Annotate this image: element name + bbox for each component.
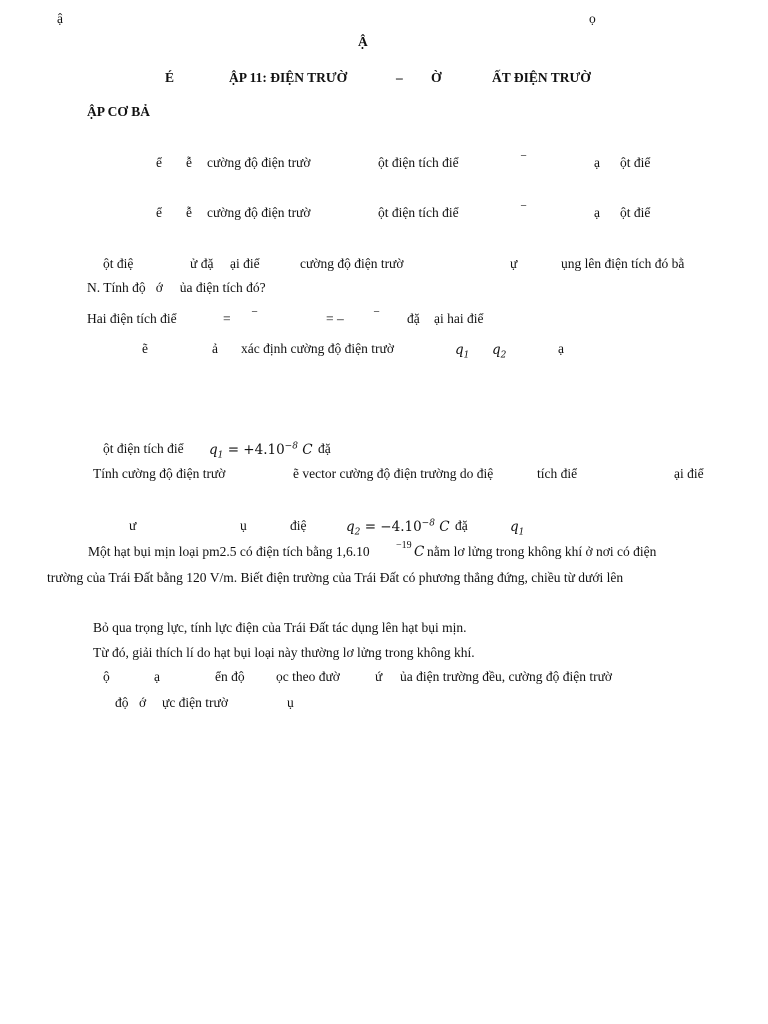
title-fragment-e: É — [165, 70, 175, 85]
text-fragment: ể — [156, 205, 162, 220]
text-fragment: ⁻ — [520, 150, 528, 165]
title-fragment-o: Ờ — [431, 70, 442, 85]
text-fragment: −8 — [284, 441, 298, 452]
text-fragment: nằm lơ lửng trong không khí ở nơi có điện — [427, 544, 657, 559]
exercise-line-13: Từ đó, giải thích lí do hạt bụi loại này thường lơ lửng trong không khí. — [93, 645, 475, 660]
text-fragment: 1 — [463, 350, 470, 361]
text-fragment: ủa điện trường đều, cường độ điện trườ — [400, 669, 613, 684]
section-heading: ẬP CƠ BẢ — [87, 104, 151, 119]
math-q2 — [492, 342, 507, 361]
text-fragment: ụ — [240, 518, 247, 533]
text-fragment: ại điể — [230, 256, 260, 271]
text-fragment: = — [223, 311, 231, 326]
text-fragment: ột điện tích điể — [378, 205, 459, 220]
text-fragment: ễ — [186, 205, 192, 220]
text-fragment: ột điể — [620, 155, 651, 170]
header-right-fragment: ọ — [589, 11, 596, 26]
text-fragment: đặ — [407, 311, 420, 326]
text-fragment: ại hai điể — [434, 311, 484, 326]
text-fragment: ạ — [154, 669, 160, 684]
text-fragment: ực điện trườ — [162, 695, 229, 710]
math-q2-expr — [346, 518, 450, 538]
text-fragment: ể — [156, 155, 162, 170]
text-fragment: C — [439, 519, 450, 535]
exercise-line-11: trường của Trái Đất bằng 120 V/m. Biết điện trường của Trái Đất có phương thẳng đứng, chiều từ dưới lên — [47, 570, 624, 585]
text-fragment: q — [492, 342, 501, 358]
title-dash: – — [396, 70, 403, 85]
text-fragment: ⁻ — [520, 200, 528, 215]
text-fragment: ạ — [594, 205, 600, 220]
header-left-fragment: ậ — [57, 11, 63, 26]
text-fragment: đặ — [455, 518, 468, 533]
text-fragment: ạ — [558, 341, 564, 356]
text-fragment: ại điể — [674, 466, 704, 481]
math-q1 — [455, 342, 470, 361]
title-right: ẤT ĐIỆN TRƯỜ — [492, 70, 591, 85]
text-fragment: ẽ vector cường độ điện trường do điệ — [293, 466, 494, 481]
math-q1 — [510, 519, 525, 538]
text-fragment: = +4.10 — [227, 442, 285, 458]
text-fragment: ụ — [287, 695, 294, 710]
text-fragment: đặ — [318, 441, 331, 456]
text-fragment: ọc theo đườ — [276, 669, 340, 684]
text-fragment: 2 — [500, 350, 507, 361]
text-fragment: q — [209, 442, 218, 458]
text-fragment: ển độ — [215, 669, 245, 684]
text-fragment: −8 — [421, 518, 435, 529]
text-fragment: q — [346, 519, 355, 535]
text-fragment: tích điể — [537, 466, 578, 481]
text-fragment: q — [510, 519, 519, 535]
text-fragment: cường độ điện trườ — [207, 205, 311, 220]
text-fragment: ứ — [375, 669, 383, 684]
text-fragment: = – — [326, 311, 344, 326]
text-fragment: ột điện tích điể — [103, 441, 184, 456]
text-fragment: ột điệ — [103, 256, 134, 271]
text-fragment: ụng lên điện tích đó bằ — [561, 256, 685, 271]
text-fragment: ⁻ — [373, 306, 381, 321]
text-fragment: Một hạt bụi mịn loại pm2.5 có điện tích bằng 1,6.10 — [88, 544, 370, 559]
math-q1-expr — [209, 441, 313, 461]
text-fragment: điệ — [290, 518, 307, 533]
text-fragment: C — [302, 442, 313, 458]
text-fragment: 2 — [354, 527, 361, 538]
text-fragment: q — [455, 342, 464, 358]
text-fragment: C — [414, 544, 425, 560]
text-fragment: cường độ điện trườ — [207, 155, 311, 170]
text-fragment: Tính cường độ điện trườ — [93, 466, 226, 481]
exercise-line-4: N. Tính độ ớ ủa điện tích đó? — [87, 280, 266, 295]
title-main: ẬP 11: ĐIỆN TRƯỜ — [229, 70, 348, 85]
text-fragment: 1 — [217, 450, 224, 461]
text-fragment: độ — [115, 695, 129, 710]
text-fragment: −19 — [396, 540, 412, 551]
text-fragment: ớ — [139, 695, 147, 710]
text-fragment: ⁻ — [251, 306, 259, 321]
text-fragment: ột điện tích điể — [378, 155, 459, 170]
text-fragment: ư — [129, 518, 137, 533]
text-fragment: = −4.10 — [364, 519, 422, 535]
text-fragment: ễ — [186, 155, 192, 170]
text-fragment: ả — [212, 341, 218, 356]
text-fragment: ẽ — [142, 341, 148, 356]
text-fragment: ột điể — [620, 205, 651, 220]
text-fragment: 1 — [518, 527, 525, 538]
text-fragment: ạ — [594, 155, 600, 170]
title-line1: Ậ — [358, 34, 368, 49]
text-fragment: Hai điện tích điể — [87, 311, 177, 326]
exercise-line-12: Bỏ qua trọng lực, tính lực điện của Trái Đất tác dụng lên hạt bụi mịn. — [93, 620, 467, 635]
text-fragment: ự — [510, 256, 518, 271]
text-fragment: ộ — [103, 669, 110, 684]
text-fragment: cường độ điện trườ — [300, 256, 404, 271]
text-fragment: ử đặ — [190, 256, 214, 271]
text-fragment: xác định cường độ điện trườ — [241, 341, 395, 356]
